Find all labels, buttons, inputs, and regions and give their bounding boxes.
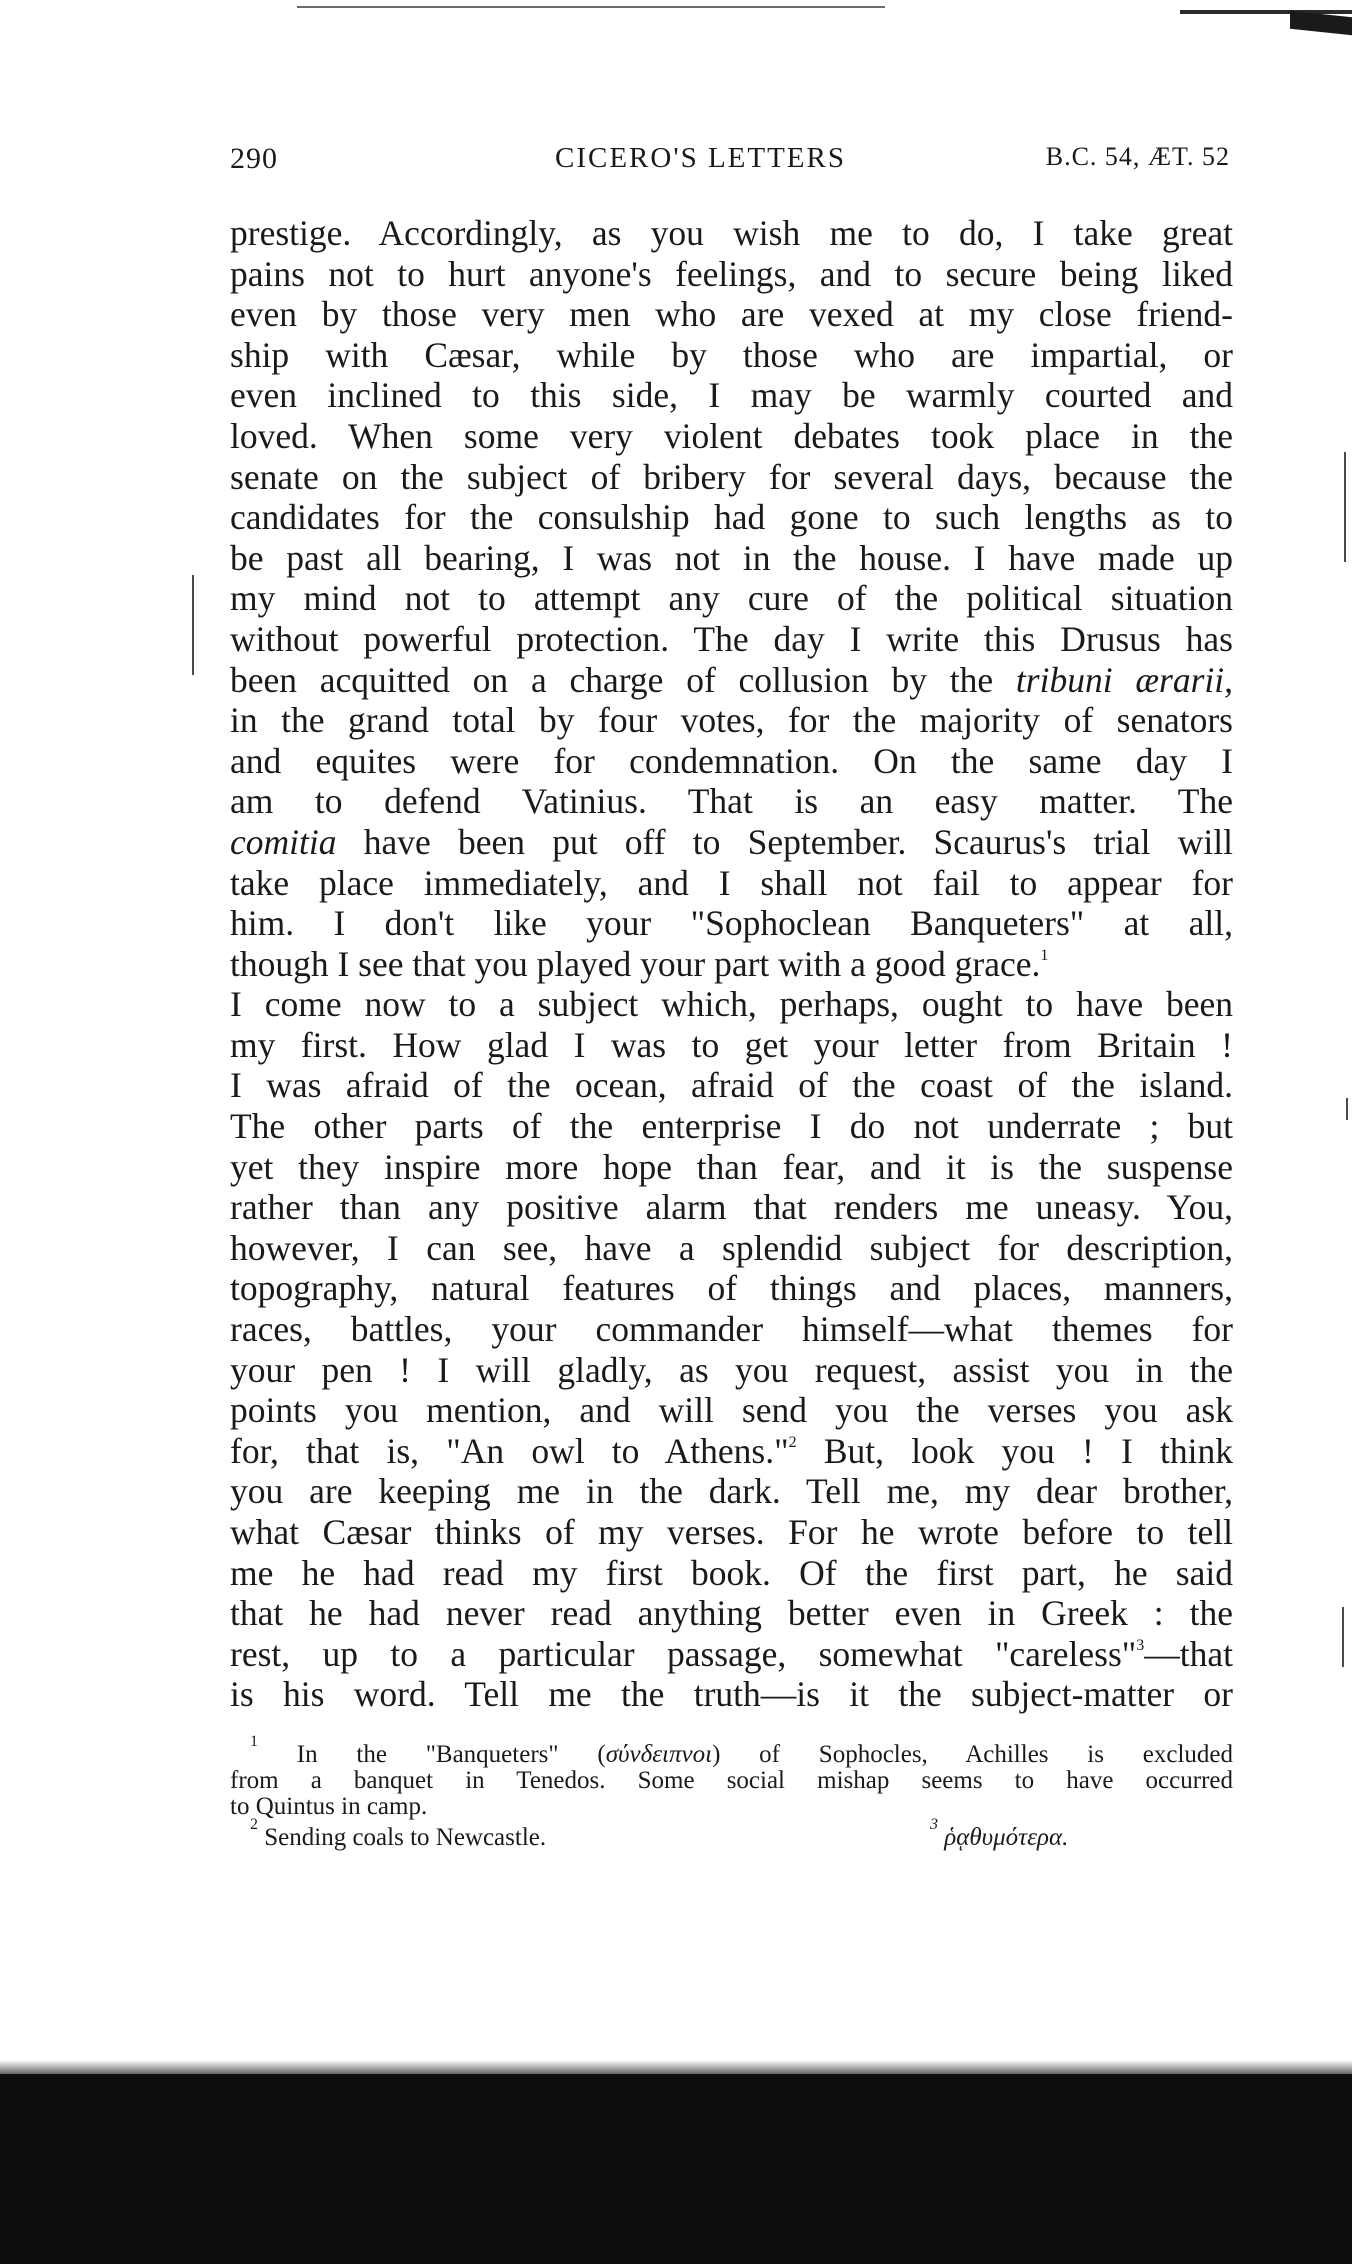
footnote-3 <box>930 1816 1069 1852</box>
margin-mark <box>1344 452 1346 562</box>
text-line <box>230 822 1233 863</box>
text-line <box>230 1634 1233 1675</box>
top-scan-edge <box>1180 10 1352 14</box>
margin-mark <box>1346 1098 1348 1120</box>
footnote-text: ) of Sophocles, Achilles is excluded <box>712 1741 1233 1768</box>
running-title: CICERO'S LETTERS <box>555 142 846 174</box>
body-text <box>230 213 1233 1715</box>
text-line: take place immediately, and I shall not fail to appear for <box>230 862 1233 903</box>
text-line: even inclined to this side, I may be warmly courted and <box>230 375 1233 416</box>
text-line: and equites were for condemnation. On the same day I <box>230 740 1233 781</box>
italic-term-tribuni: tribuni ærarii, <box>1015 659 1233 700</box>
text-line: that he had never read anything better even in Greek : the <box>230 1593 1233 1634</box>
footnote-1-line: to Quintus in camp. <box>230 1793 428 1820</box>
footnote-marker: 1 <box>250 1733 258 1750</box>
text-run: —that <box>1144 1633 1233 1674</box>
text-line: loved. When some very violent debates took place in the <box>230 415 1233 456</box>
margin-mark <box>192 575 194 675</box>
text-line: I was afraid of the ocean, afraid of the coast of the island. <box>230 1065 1233 1106</box>
text-line: points you mention, and will send you the verses you ask <box>230 1390 1233 1431</box>
top-scan-rule <box>297 6 885 8</box>
text-line: prestige. Accordingly, as you wish me to do, I take great <box>230 213 1233 253</box>
italic-term-comitia: comitia <box>230 821 337 862</box>
text-line: even by those very men who are vexed at my close friend- <box>230 294 1233 335</box>
text-run: rest, up to a particular passage, somewhat "careless" <box>230 1633 1137 1674</box>
text-line: ship with Cæsar, while by those who are impartial, or <box>230 334 1233 375</box>
header-date: B.C. 54, ÆT. 52 <box>1045 142 1230 171</box>
text-line: topography, natural features of things and places, manners, <box>230 1268 1233 1309</box>
text-line <box>230 1431 1233 1472</box>
text-line: be past all bearing, I was not in the house. I have made up <box>230 537 1233 578</box>
text-line: without powerful protection. The day I write this Drusus has <box>230 618 1233 659</box>
text-line: The other parts of the enterprise I do not underrate ; but <box>230 1106 1233 1147</box>
text-line: yet they inspire more hope than fear, and it is the suspense <box>230 1146 1233 1187</box>
footnote-text: ῥᾳθυμότερα. <box>938 1824 1069 1851</box>
text-line: me he had read my first book. Of the first part, he said <box>230 1552 1233 1593</box>
text-line: my mind not to attempt any cure of the political situation <box>230 578 1233 619</box>
text-run: have been put off to September. Scaurus's trial will <box>336 821 1233 862</box>
footnote-marker: 2 <box>250 1816 258 1833</box>
footnote-marker: 3 <box>930 1816 938 1833</box>
text-line: pains not to hurt anyone's feelings, and to secure being liked <box>230 253 1233 294</box>
text-line <box>230 660 1233 701</box>
footnote-text: Sending coals to Newcastle. <box>258 1824 547 1851</box>
text-line: I come now to a subject which, perhaps, ought to have been <box>230 984 1233 1025</box>
text-line: your pen ! I will gladly, as you request, assist you in the <box>230 1349 1233 1390</box>
text-run: for, that is, "An owl to Athens." <box>230 1430 789 1471</box>
top-corner-shadow <box>1290 11 1352 36</box>
footnote-ref: 1 <box>1040 946 1049 964</box>
text-line: what Cæsar thinks of my verses. For he wrote before to tell <box>230 1512 1233 1552</box>
text-line: am to defend Vatinius. That is an easy matter. The <box>230 781 1233 822</box>
text-run: But, look you ! I think <box>796 1430 1234 1471</box>
text-line: is his word. Tell me the truth—is it the subject-matter or <box>230 1674 1233 1715</box>
text-line: you are keeping me in the dark. Tell me, my dear brother, <box>230 1471 1233 1512</box>
text-run: been acquitted on a charge of collusion by the <box>230 659 1016 700</box>
footnote-1-line: from a banquet in Tenedos. Some social mishap seems to have occurred <box>230 1767 1233 1794</box>
footnote-text: In the "Banqueters" ( <box>258 1741 606 1768</box>
running-header <box>230 142 1230 192</box>
text-run: though I see that you played your part with a good grace. <box>230 943 1041 984</box>
text-line: my first. How glad I was to get your letter from Britain ! <box>230 1024 1233 1065</box>
text-line: candidates for the consulship had gone to such lengths as to <box>230 497 1233 538</box>
footnotes <box>230 1733 1233 1854</box>
footnote-2 <box>250 1816 547 1852</box>
page-number: 290 <box>230 142 278 175</box>
greek-term: σύνδειπνοι <box>605 1741 713 1768</box>
footnote-row <box>230 1816 1233 1854</box>
text-line: him. I don't like your "Sophoclean Banqueters" at all, <box>230 903 1233 944</box>
margin-mark <box>1342 1607 1344 1667</box>
text-line <box>230 944 1233 985</box>
text-line: in the grand total by four votes, for the majority of senators <box>230 700 1233 741</box>
text-line: however, I can see, have a splendid subject for description, <box>230 1227 1233 1268</box>
text-line: senate on the subject of bribery for several days, because the <box>230 456 1233 497</box>
text-line: rather than any positive alarm that renders me uneasy. You, <box>230 1187 1233 1228</box>
footnote-ref: 3 <box>1136 1636 1145 1654</box>
footnote-ref: 2 <box>788 1433 797 1451</box>
text-line: races, battles, your commander himself—what themes for <box>230 1309 1233 1350</box>
scan-dark-band <box>0 2074 1352 2264</box>
footnote-1 <box>230 1733 1233 1768</box>
